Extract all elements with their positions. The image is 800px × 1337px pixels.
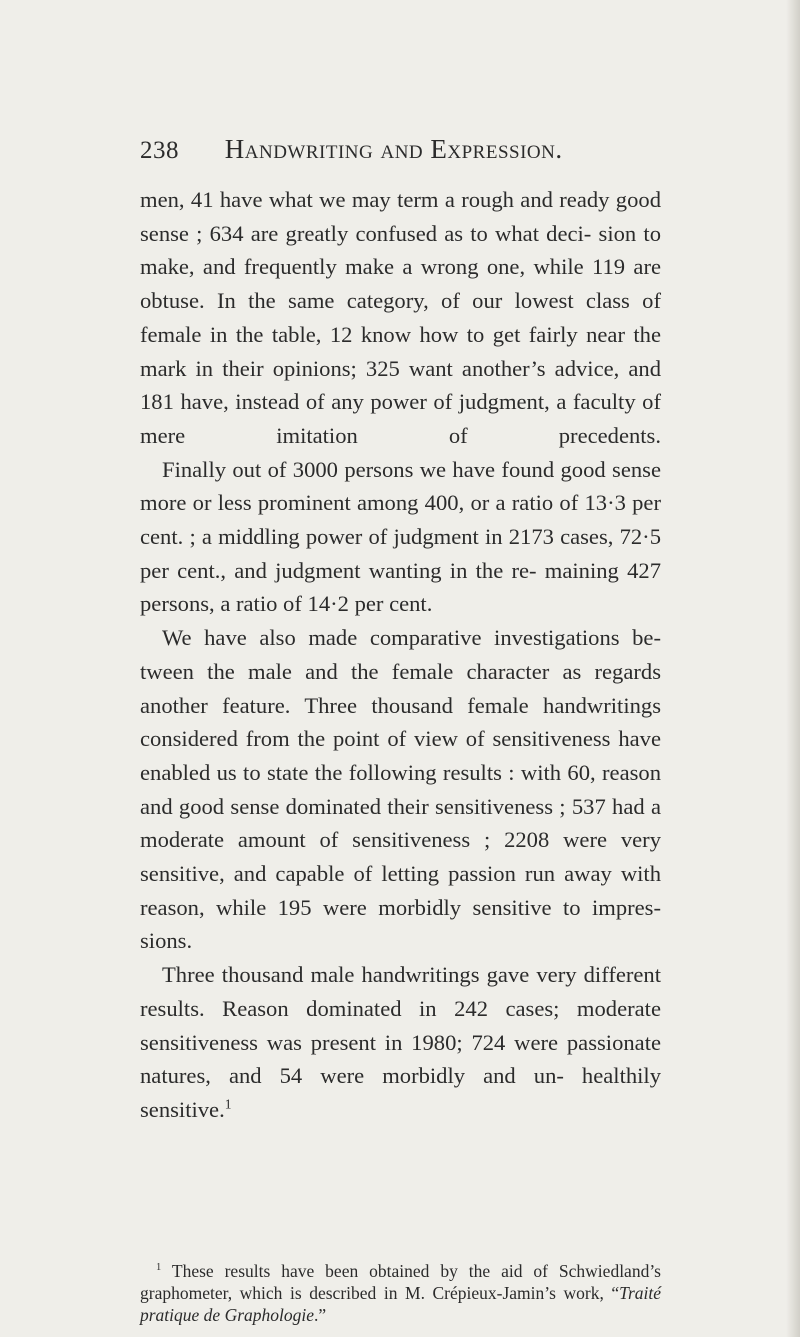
- page-edge-shadow: [786, 0, 800, 1337]
- footnote-marker: 1: [156, 1262, 162, 1274]
- running-title: Handwriting and Expression.: [224, 134, 563, 164]
- paragraph-3: We have also made comparative investigations be- tween the male and the female character as regards another feature. Three thousand female handwritings considered from the point of view of sensitiveness have enabled us to state the following results : with 60, reason and good sense dominated their sensitiveness ; 537 had a moderate amount of sensitiveness ; 2208 were very sensitive, and capable of letting passion run away with reason, while 195 were morbidly sensitive to impres- sions.: [140, 625, 661, 954]
- footnote-text: These results have been obtained by the aid of Schwiedland’s graphometer, which is described in M. Crépieux-Jamin’s work, “: [140, 1261, 661, 1303]
- body-text: [140, 183, 661, 1127]
- paragraph-4: [140, 958, 661, 1127]
- paragraph-4-text: Three thousand male handwritings gave very different results. Reason dominated in 242 cases; moderate sensitiveness was present in 1980; 724 were passionate natures, and 54 were morbidly and un- healthily sensitive.: [140, 962, 661, 1122]
- footnote-book-title: Traité pratique de Graphologie: [140, 1283, 661, 1325]
- paragraph-1: men, 41 have what we may term a rough and ready good sense ; 634 are greatly confused as to what deci- sion to make, and frequently make a wrong one, while 119 are obtuse. In the same category, of our lowest class of female in the table, 12 know how to get fairly near the mark in their opinions; 325 want another’s advice, and 181 have, instead of any power of judgment, a faculty of mere imitation of precedents.: [140, 187, 661, 448]
- footnote-paragraph: [140, 1260, 661, 1326]
- running-header: [140, 134, 660, 165]
- page-number: 238: [140, 137, 179, 164]
- footnote: [140, 1260, 661, 1326]
- footnote-reference: 1: [224, 1096, 232, 1112]
- paragraph-2: Finally out of 3000 persons we have found good sense more or less prominent among 400, or a ratio of 13·3 per cent. ; a middling power of judgment in 2173 cases, 72·5 per cent., and judgment wanting in the re- maining 427 persons, a ratio of 14·2 per cent.: [140, 456, 661, 617]
- footnote-closing: .”: [314, 1305, 327, 1325]
